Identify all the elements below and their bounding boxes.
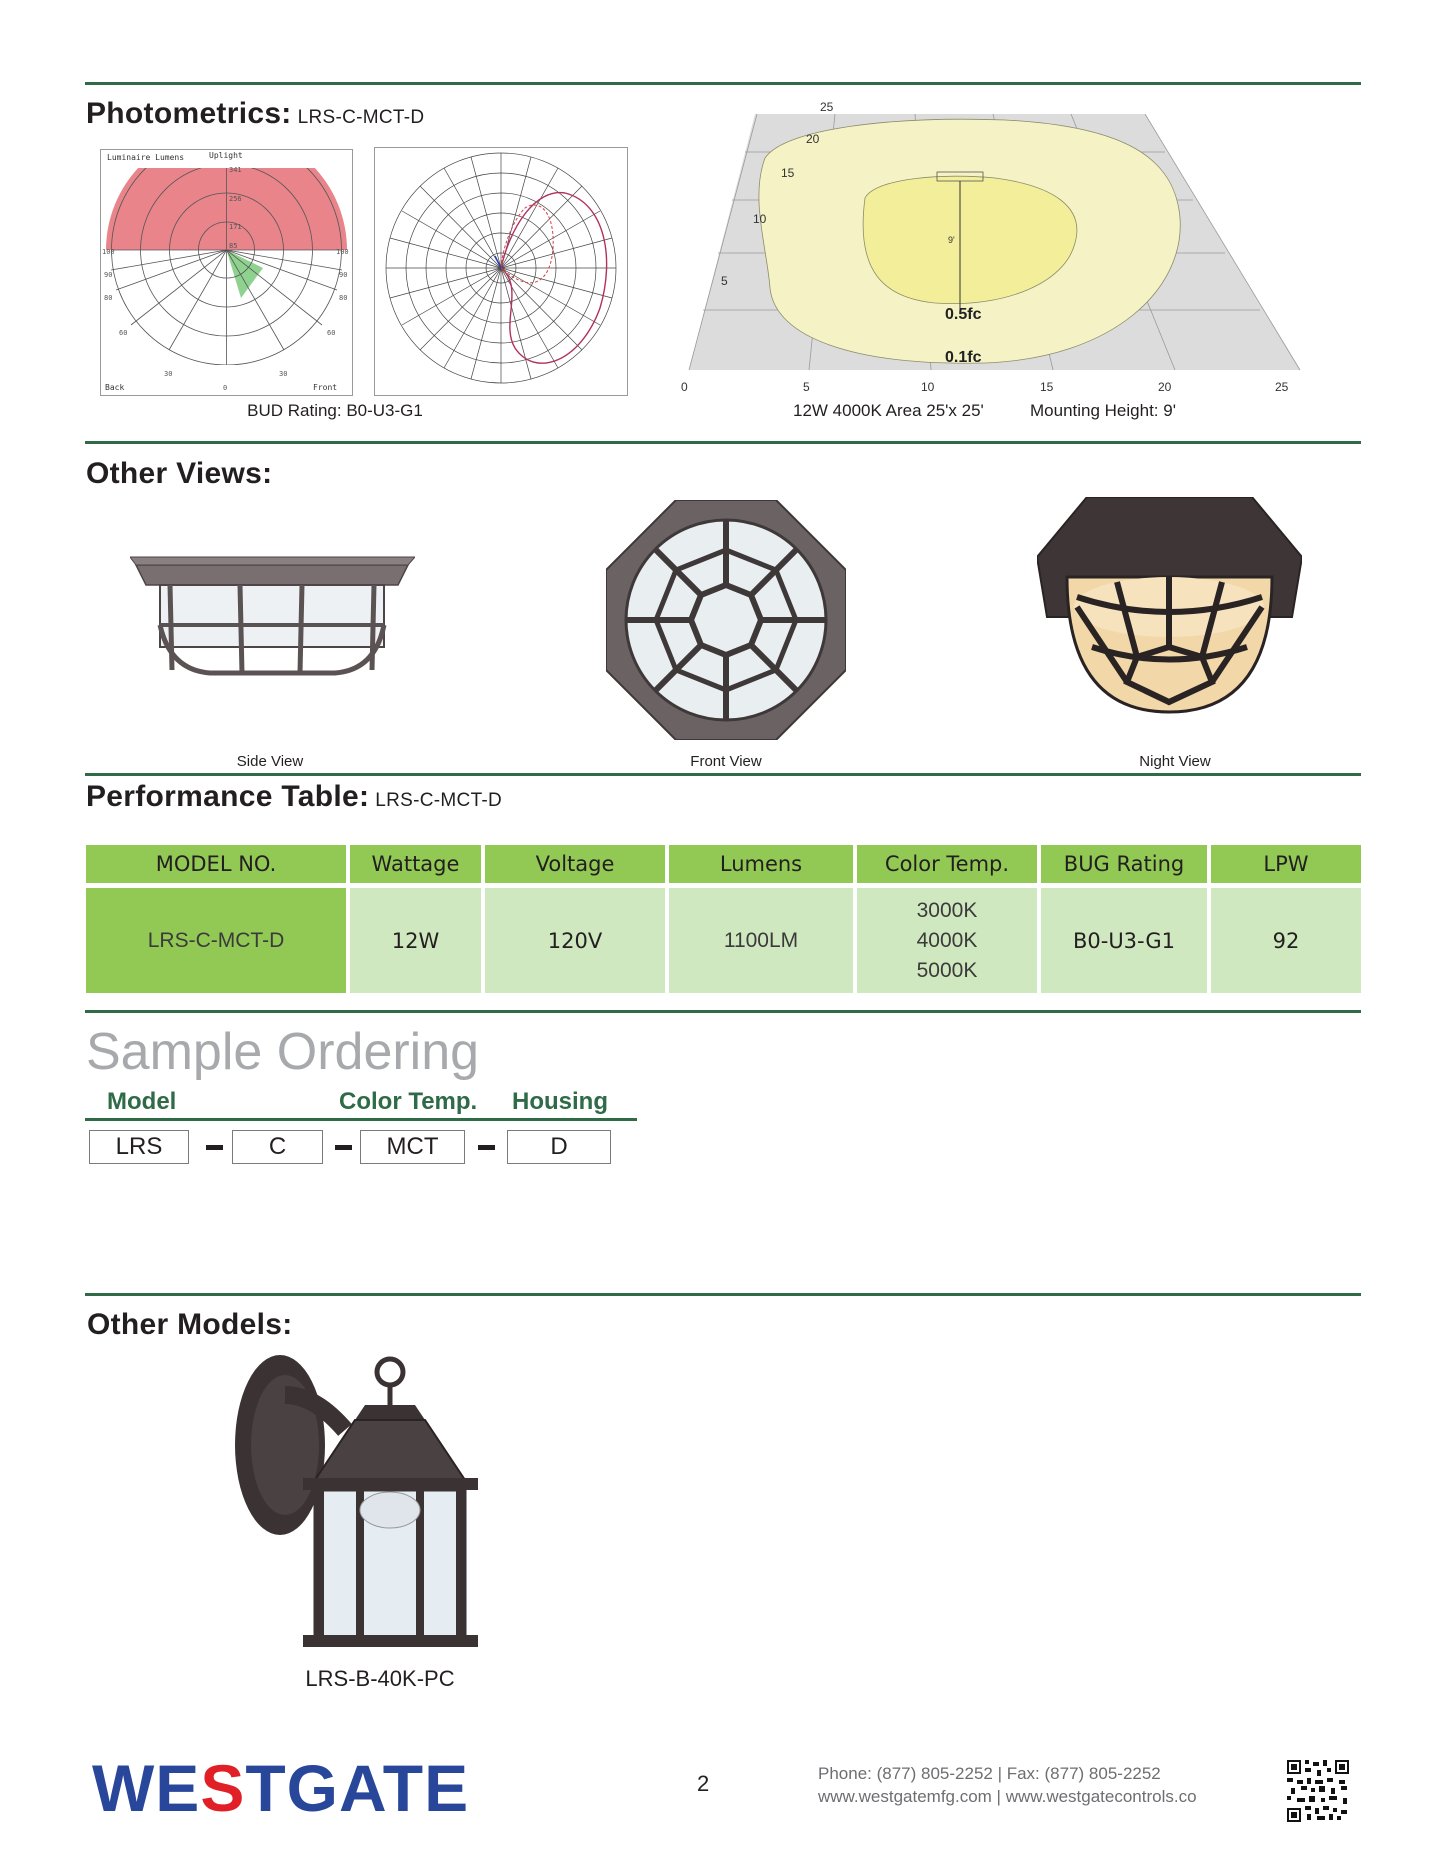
candela-distribution-plot [374,147,628,396]
isofootcandle-plot [675,98,1315,398]
page-number: 2 [697,1771,710,1796]
ring-label: 85 [229,242,238,250]
luminaire-lumens-polar-plot [100,149,353,396]
sample-ordering-title: Sample Ordering [86,1023,480,1081]
y-tick: 5 [721,274,728,288]
cell-lpw: 92 [1211,888,1361,993]
x-tick: 0 [681,380,688,394]
side-view-caption: Side View [236,753,304,770]
color-temp-value: 3000K [916,898,978,922]
isoplot-caption-right: Mounting Height: 9' [1030,401,1176,420]
angle-label: 90 [339,271,348,279]
x-tick: 5 [803,380,810,394]
ordering-box-color-temp: C [232,1130,323,1164]
logo-text: TGATE [245,1751,470,1825]
angle-label: 30 [279,370,288,378]
night-view-image [1037,497,1302,717]
westgate-logo [92,1751,470,1825]
qr-code-icon[interactable] [1287,1760,1349,1822]
cell-lumens: 1100LM [669,888,853,993]
cell-voltage: 120V [485,888,665,993]
distribution-plot-svg [375,148,627,395]
y-tick: 25 [820,100,834,114]
polar-legend-right: Uplight [209,151,243,160]
logo-text: S [200,1751,246,1825]
header-color-temp: Color Temp. [857,845,1037,883]
ordering-box-model: LRS [89,1130,189,1164]
cell-color-temp [857,888,1037,993]
front-view-image [606,500,846,740]
x-tick: 10 [921,380,935,394]
performance-heading [86,780,502,814]
ordering-underline [85,1118,637,1121]
ordering-dash [478,1145,495,1150]
ordering-label-housing: Housing [512,1088,608,1115]
contact-phone-fax: Phone: (877) 805-2252 | Fax: (877) 805-2252 [818,1764,1161,1783]
y-tick: 20 [806,132,820,146]
ring-label: 171 [229,223,242,231]
angle-label: 90 [104,271,113,279]
front-view-caption: Front View [690,753,762,770]
x-tick: 25 [1275,380,1289,394]
inner-contour-label: 0.5fc [945,306,982,323]
ordering-dash [335,1145,352,1150]
angle-label: 0 [223,384,228,392]
ring-label: 341 [229,166,242,174]
table-header-row [86,845,1361,883]
header-lumens: Lumens [669,845,853,883]
section-rule [85,1010,1361,1013]
other-model-image [225,1350,495,1655]
other-views-title: Other Views: [86,457,273,490]
ordering-box-housing: D [507,1130,611,1164]
polar-legend-left: Luminaire Lumens [107,153,185,162]
angle-label: 80 [339,294,348,302]
photometrics-model: LRS-C-MCT-D [297,107,425,128]
night-view-caption: Night View [1139,753,1211,770]
polar-plot-svg [101,150,352,395]
cell-bug-rating: B0-U3-G1 [1041,888,1207,993]
header-lpw: LPW [1211,845,1361,883]
section-rule [85,441,1361,444]
angle-label: 100 [102,248,115,256]
x-tick: 20 [1158,380,1172,394]
photometrics-title: Photometrics: [86,97,292,130]
height-mark: 9' [948,235,955,245]
bud-rating: BUD Rating: B0-U3-G1 [247,401,423,420]
header-voltage: Voltage [485,845,665,883]
contact-websites: www.westgatemfg.com | www.westgatecontrols.co [818,1787,1197,1806]
ordering-dash [206,1145,223,1150]
other-models-title: Other Models: [87,1308,293,1341]
photometrics-heading [86,97,424,131]
angle-label: 30 [164,370,173,378]
performance-title: Performance Table: [86,780,370,813]
ordering-label-color-temp: Color Temp. [339,1088,478,1115]
performance-model: LRS-C-MCT-D [375,790,503,811]
front-label: Front [313,383,338,392]
color-temp-value: 5000K [916,958,978,982]
section-rule [85,1293,1361,1296]
angle-label: 100 [336,248,349,256]
back-label: Back [105,383,125,392]
other-model-caption: LRS-B-40K-PC [305,1666,455,1691]
ordering-label-model: Model [107,1088,177,1115]
cell-wattage: 12W [350,888,481,993]
x-tick: 15 [1040,380,1054,394]
y-tick: 15 [781,166,795,180]
isofootcandle-svg [675,98,1315,398]
angle-label: 60 [119,329,128,337]
header-wattage: Wattage [350,845,481,883]
header-bug-rating: BUG Rating [1041,845,1207,883]
section-rule [85,773,1361,776]
y-tick: 10 [753,212,767,226]
logo-text: WE [92,1751,201,1825]
header-model-no: MODEL NO. [86,845,346,883]
angle-label: 80 [104,294,113,302]
top-rule [85,82,1361,85]
side-view-image [130,555,415,685]
table-row [86,888,1361,993]
cell-model-no: LRS-C-MCT-D [86,888,346,993]
outer-contour-label: 0.1fc [945,349,982,366]
ring-label: 256 [229,195,242,203]
ordering-box-mct: MCT [360,1130,465,1164]
color-temp-value: 4000K [916,928,978,952]
isoplot-caption-left: 12W 4000K Area 25'x 25' [793,401,984,420]
angle-label: 60 [327,329,336,337]
